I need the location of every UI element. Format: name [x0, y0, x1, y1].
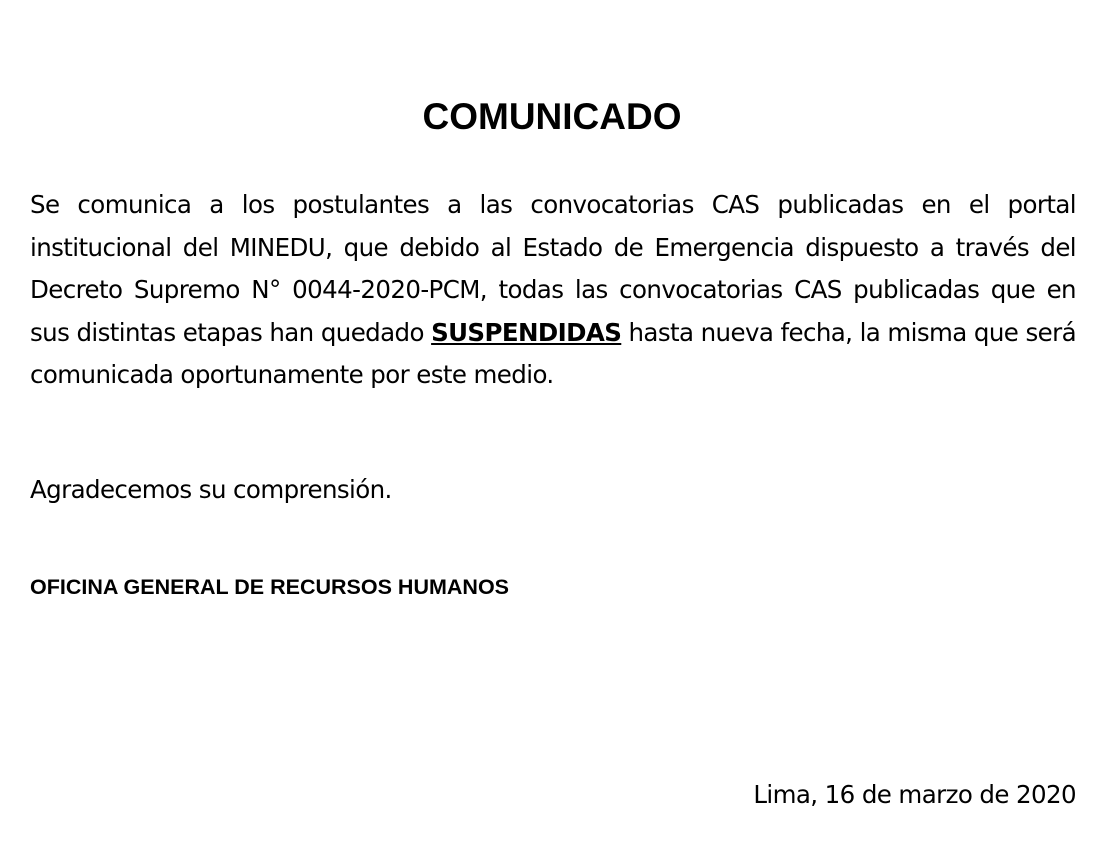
paragraph-text-before: Se comunica a los postulantes a las convocatorias CAS publicadas en el portal institucional del MINEDU, que debido al Estado de Emergencia dispuesto a través del Decreto Supremo N° 0044-2020-PCM, todas las convocatorias CAS publicadas que en sus distintas etapas han quedado — [30, 190, 1076, 347]
announcement-paragraph — [30, 184, 1076, 397]
paragraph-text-after: hasta nueva fecha, la misma que será comunicada oportunamente por este medio. — [30, 317, 1077, 389]
suspended-emphasis: SUSPENDIDAS — [431, 317, 622, 347]
issuing-office: OFICINA GENERAL DE RECURSOS HUMANOS — [30, 575, 510, 599]
thanks-line: Agradecemos su comprensión. — [30, 475, 392, 504]
document-title: COMUNICADO — [422, 96, 682, 137]
date-line: Lima, 16 de marzo de 2020 — [753, 780, 1076, 809]
